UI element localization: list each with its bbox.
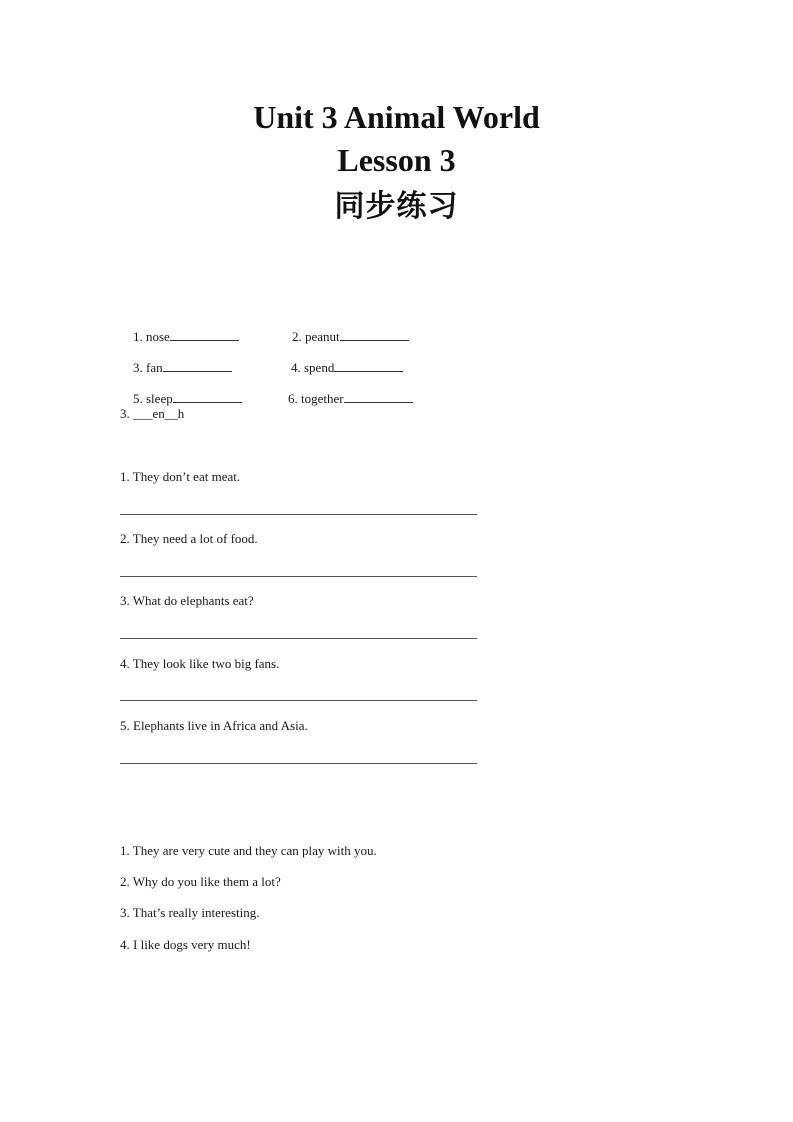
sentence-3: 3. That’s really interesting. (120, 905, 260, 920)
answer-blank[interactable] (344, 391, 413, 403)
answer-blank[interactable] (340, 329, 409, 341)
answer-blank[interactable] (334, 360, 403, 372)
question-1: 1. They don’t eat meat. (120, 469, 241, 484)
word-label: 1. nose (133, 329, 170, 344)
answer-blank[interactable] (173, 391, 242, 403)
answer-line-4[interactable] (120, 700, 477, 701)
word-label: 4. spend (291, 360, 335, 375)
answer-line-2[interactable] (120, 576, 477, 577)
answer-line-5[interactable] (120, 763, 477, 764)
answer-blank[interactable] (170, 329, 239, 341)
word-item-6 (275, 375, 413, 423)
question-4: 4. They look like two big fans. (120, 656, 280, 671)
sentence-2: 2. Why do you like them a lot? (120, 874, 281, 889)
word-label: 6. together (288, 391, 344, 406)
practice-title-chinese: 同步练习 (334, 189, 459, 224)
word-label: 3. fan (133, 360, 163, 375)
sentence-1: 1. They are very cute and they can play with you. (120, 843, 377, 858)
fill-letters-item: 3. ___en__h (120, 406, 185, 421)
answer-line-1[interactable] (120, 514, 477, 515)
question-3: 3. What do elephants eat? (120, 593, 254, 608)
sentence-4: 4. I like dogs very much! (120, 937, 251, 952)
page-title: Unit 3 Animal World (253, 99, 540, 135)
question-5: 5. Elephants live in Africa and Asia. (120, 718, 308, 733)
question-2: 2. They need a lot of food. (120, 531, 258, 546)
lesson-subtitle: Lesson 3 (337, 142, 456, 178)
answer-blank[interactable] (163, 360, 232, 372)
answer-line-3[interactable] (120, 638, 477, 639)
word-label: 5. sleep (133, 391, 173, 406)
word-label: 2. peanut (292, 329, 340, 344)
